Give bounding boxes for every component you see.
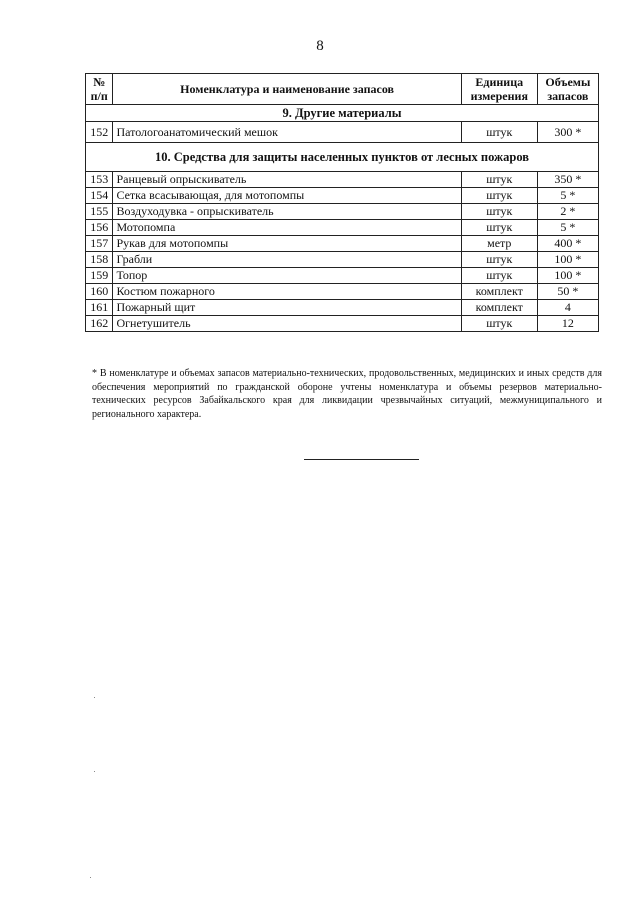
table-row: [86, 300, 599, 316]
table-row: [86, 122, 599, 143]
separator-line: [304, 459, 419, 460]
row-quantity: 400 *: [537, 236, 598, 252]
table-row: [86, 268, 599, 284]
scan-speck: [94, 697, 95, 698]
row-number: 156: [86, 220, 113, 236]
row-unit: штук: [461, 220, 537, 236]
row-number: 159: [86, 268, 113, 284]
row-unit: штук: [461, 204, 537, 220]
row-number: 152: [86, 122, 113, 143]
section-header-9: [86, 105, 599, 122]
row-unit: штук: [461, 252, 537, 268]
header-number: № п/п: [86, 74, 113, 105]
row-quantity: 2 *: [537, 204, 598, 220]
row-unit: комплект: [461, 300, 537, 316]
row-number: 155: [86, 204, 113, 220]
row-number: 161: [86, 300, 113, 316]
scan-speck: [90, 877, 91, 878]
row-number: 153: [86, 172, 113, 188]
row-name: Пожарный щит: [113, 300, 461, 316]
header-name: Номенклатура и наименование запасов: [113, 74, 461, 105]
section-title: 9. Другие материалы: [86, 105, 599, 122]
section-title: 10. Средства для защиты населенных пунктов от лесных пожаров: [86, 143, 599, 172]
row-number: 158: [86, 252, 113, 268]
row-unit: штук: [461, 316, 537, 332]
scan-speck: [94, 771, 95, 772]
row-number: 162: [86, 316, 113, 332]
row-quantity: 350 *: [537, 172, 598, 188]
row-name: Топор: [113, 268, 461, 284]
row-name: Воздуходувка - опрыскиватель: [113, 204, 461, 220]
row-name: Грабли: [113, 252, 461, 268]
row-quantity: 300 *: [537, 122, 598, 143]
row-quantity: 100 *: [537, 252, 598, 268]
row-unit: штук: [461, 188, 537, 204]
row-name: Огнетушитель: [113, 316, 461, 332]
header-unit: Единица измерения: [461, 74, 537, 105]
row-name: Патологоанатомический мешок: [113, 122, 461, 143]
row-quantity: 4: [537, 300, 598, 316]
table-row: [86, 284, 599, 300]
row-unit: метр: [461, 236, 537, 252]
row-name: Мотопомпа: [113, 220, 461, 236]
table-row: [86, 188, 599, 204]
table-row: [86, 172, 599, 188]
row-number: 160: [86, 284, 113, 300]
row-quantity: 50 *: [537, 284, 598, 300]
row-quantity: 5 *: [537, 188, 598, 204]
row-name: Ранцевый опрыскиватель: [113, 172, 461, 188]
table-row: [86, 204, 599, 220]
row-number: 157: [86, 236, 113, 252]
row-unit: комплект: [461, 284, 537, 300]
table-header-row: [86, 74, 599, 105]
row-name: Сетка всасывающая, для мотопомпы: [113, 188, 461, 204]
row-unit: штук: [461, 268, 537, 284]
row-name: Костюм пожарного: [113, 284, 461, 300]
header-quantity: Объемы запасов: [537, 74, 598, 105]
footnote: * В номенклатуре и объемах запасов материально-технических, продовольственных, медицинских и иных средств для обеспечения мероприятий по гражданской обороне учтены номенклатура и объемы резервов материально-технических ресурсов Забайкальского края для ликвидации чрезвычайных ситуаций, межмуниципального и регионального характера.: [92, 368, 602, 420]
page-number: 8: [316, 38, 324, 54]
row-quantity: 5 *: [537, 220, 598, 236]
table-row: [86, 252, 599, 268]
row-quantity: 100 *: [537, 268, 598, 284]
row-number: 154: [86, 188, 113, 204]
row-unit: штук: [461, 122, 537, 143]
row-quantity: 12: [537, 316, 598, 332]
section-header-10: [86, 143, 599, 172]
table-row: [86, 316, 599, 332]
row-unit: штук: [461, 172, 537, 188]
table-row: [86, 236, 599, 252]
row-name: Рукав для мотопомпы: [113, 236, 461, 252]
reserves-table: [85, 73, 599, 332]
table-row: [86, 220, 599, 236]
